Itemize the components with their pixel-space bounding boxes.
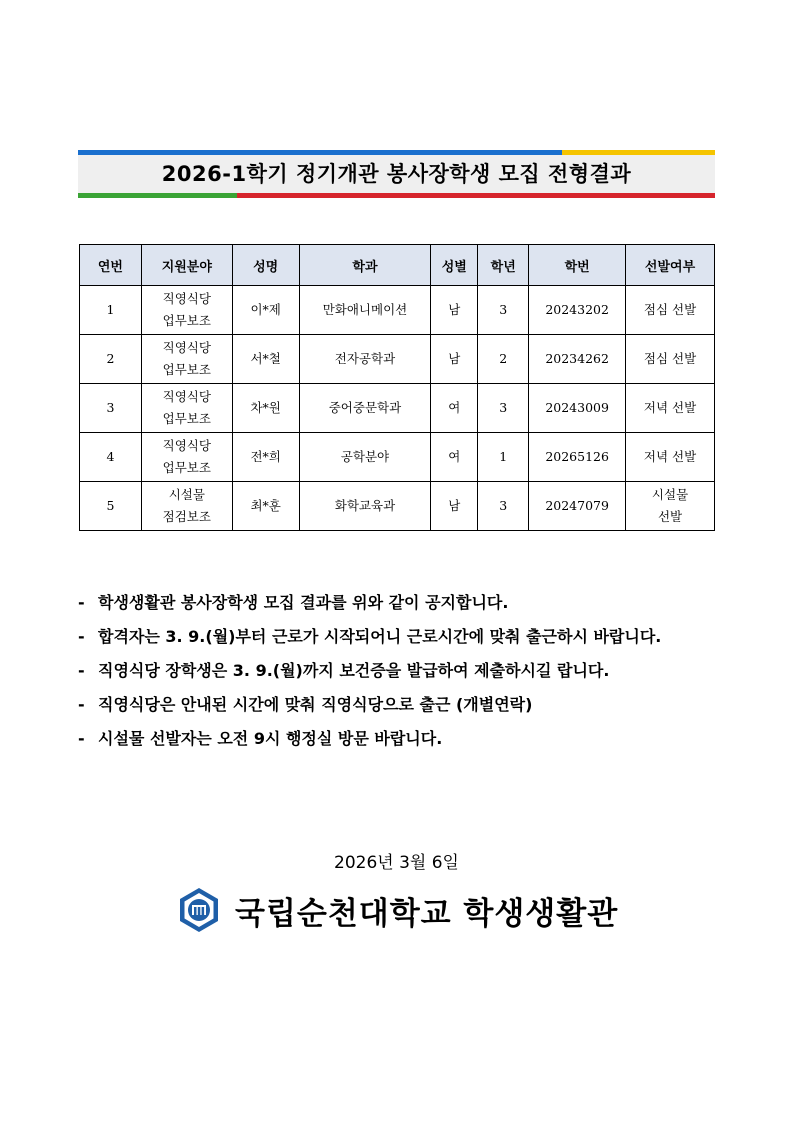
header-id: 학번 — [529, 245, 626, 286]
cell-no — [80, 482, 142, 531]
footer-signature — [175, 880, 618, 940]
cell-field-text: 업무보조 — [162, 460, 211, 475]
header-dept: 학과 — [299, 245, 431, 286]
stripe-green — [78, 193, 237, 198]
notice-item — [78, 724, 718, 753]
cell-result — [626, 433, 715, 482]
table-row — [80, 384, 715, 433]
cell-gender — [431, 384, 478, 433]
notice-text: 직영식당 장학생은 3. 9.(월)까지 보건증을 발급하여 제출하시길 랍니다. — [98, 661, 610, 680]
cell-field-text: 직영식당 — [162, 438, 211, 453]
table-header-row — [80, 245, 715, 286]
document-date: 2026년 3월 6일 — [334, 853, 459, 873]
notice-list — [78, 588, 718, 758]
notice-text: 학생생활관 봉사장학생 모집 결과를 위와 같이 공지합니다. — [98, 593, 509, 612]
cell-no-text: 2 — [106, 351, 115, 366]
cell-year — [478, 384, 529, 433]
cell-dept — [299, 286, 431, 335]
cell-result-text: 점심 선발 — [643, 351, 697, 366]
stripe-red — [237, 193, 715, 198]
cell-no-text: 4 — [106, 449, 115, 464]
notice-dash: - — [78, 627, 85, 646]
cell-dept — [299, 384, 431, 433]
cell-dept-text: 만화애니메이션 — [322, 302, 408, 317]
cell-result-text: 점심 선발 — [643, 302, 697, 317]
notice-text: 합격자는 3. 9.(월)부터 근로가 시작되어니 근로시간에 맞춰 출근하시 바랍니다. — [98, 627, 662, 646]
table-row — [80, 335, 715, 384]
cell-name-text: 이*제 — [250, 302, 281, 317]
cell-field-text: 업무보조 — [162, 313, 211, 328]
cell-year-text: 3 — [499, 498, 508, 513]
cell-id-text: 20243009 — [545, 400, 609, 415]
cell-id — [529, 433, 626, 482]
notice-dash: - — [78, 729, 85, 748]
header-no: 연번 — [80, 245, 142, 286]
cell-field-text: 시설물 — [168, 487, 205, 502]
cell-field — [141, 335, 232, 384]
cell-no — [80, 433, 142, 482]
cell-gender-text: 남 — [448, 498, 461, 513]
header-gender: 성별 — [431, 245, 478, 286]
cell-result-text: 저녁 선발 — [643, 449, 697, 464]
cell-gender — [431, 286, 478, 335]
cell-gender — [431, 482, 478, 531]
cell-field-text: 직영식당 — [162, 389, 211, 404]
cell-no — [80, 335, 142, 384]
cell-dept — [299, 482, 431, 531]
cell-field — [141, 482, 232, 531]
cell-gender-text: 여 — [448, 400, 461, 415]
cell-name — [232, 286, 299, 335]
cell-dept-text: 전자공학과 — [334, 351, 396, 366]
cell-gender-text: 여 — [448, 449, 461, 464]
header-field: 지원분야 — [141, 245, 232, 286]
cell-gender — [431, 433, 478, 482]
cell-field-text: 업무보조 — [162, 362, 211, 377]
cell-result — [626, 482, 715, 531]
cell-result — [626, 286, 715, 335]
cell-year — [478, 433, 529, 482]
cell-result — [626, 335, 715, 384]
cell-name — [232, 384, 299, 433]
cell-field — [141, 384, 232, 433]
cell-result-text: 시설물 — [651, 487, 689, 502]
university-emblem-icon — [175, 886, 223, 934]
cell-year-text: 2 — [499, 351, 508, 366]
cell-field — [141, 286, 232, 335]
title-bottom-stripe — [78, 193, 715, 198]
header-result: 선발여부 — [626, 245, 715, 286]
cell-year-text: 1 — [499, 449, 508, 464]
cell-id-text: 20247079 — [545, 498, 609, 513]
cell-no-text: 3 — [106, 400, 115, 415]
cell-dept-text: 화학교육과 — [334, 498, 396, 513]
notice-item — [78, 622, 718, 651]
cell-id-text: 20234262 — [545, 351, 609, 366]
cell-id — [529, 384, 626, 433]
cell-id-text: 20243202 — [545, 302, 609, 317]
table-row — [80, 286, 715, 335]
cell-field-text: 점검보조 — [162, 509, 211, 524]
cell-dept-text: 중어중문학과 — [328, 400, 402, 415]
cell-id — [529, 335, 626, 384]
notice-item — [78, 588, 718, 617]
cell-result-text: 선발 — [657, 509, 683, 524]
cell-field-text: 직영식당 — [162, 340, 211, 355]
organization-name: 국립순천대학교 학생생활관 — [235, 895, 619, 932]
notice-dash: - — [78, 695, 85, 714]
cell-id — [529, 482, 626, 531]
cell-year — [478, 482, 529, 531]
cell-dept-text: 공학분야 — [340, 449, 390, 464]
cell-field — [141, 433, 232, 482]
title-banner — [78, 150, 715, 198]
notice-item — [78, 690, 718, 719]
page-title: 2026-1학기 정기개관 봉사장학생 모집 전형결과 — [161, 162, 632, 186]
cell-year-text: 3 — [499, 400, 508, 415]
cell-no-text: 1 — [106, 302, 115, 317]
cell-id-text: 20265126 — [545, 449, 609, 464]
cell-name-text: 전*희 — [250, 449, 281, 464]
cell-name — [232, 335, 299, 384]
cell-name — [232, 433, 299, 482]
notice-text: 시설물 선발자는 오전 9시 행정실 방문 바랍니다. — [98, 729, 443, 748]
table-row — [80, 433, 715, 482]
results-table — [79, 244, 715, 531]
cell-field-text: 직영식당 — [162, 291, 211, 306]
cell-result — [626, 384, 715, 433]
notice-dash: - — [78, 661, 85, 680]
notice-text: 직영식당은 안내된 시간에 맞춰 직영식당으로 출근 (개별연락) — [98, 695, 533, 714]
cell-no — [80, 286, 142, 335]
cell-name — [232, 482, 299, 531]
cell-field-text: 업무보조 — [162, 411, 211, 426]
cell-dept — [299, 433, 431, 482]
cell-year — [478, 335, 529, 384]
cell-no — [80, 384, 142, 433]
notice-item — [78, 656, 718, 685]
cell-id — [529, 286, 626, 335]
header-year: 학년 — [478, 245, 529, 286]
header-name: 성명 — [232, 245, 299, 286]
cell-name-text: 서*철 — [250, 351, 281, 366]
cell-dept — [299, 335, 431, 384]
cell-gender-text: 남 — [448, 302, 461, 317]
cell-no-text: 5 — [106, 498, 115, 513]
cell-gender — [431, 335, 478, 384]
cell-year-text: 3 — [499, 302, 508, 317]
notice-dash: - — [78, 593, 85, 612]
cell-name-text: 차*원 — [250, 400, 281, 415]
cell-year — [478, 286, 529, 335]
cell-name-text: 최*훈 — [250, 498, 281, 513]
table-row — [80, 482, 715, 531]
cell-gender-text: 남 — [448, 351, 461, 366]
cell-result-text: 저녁 선발 — [643, 400, 697, 415]
